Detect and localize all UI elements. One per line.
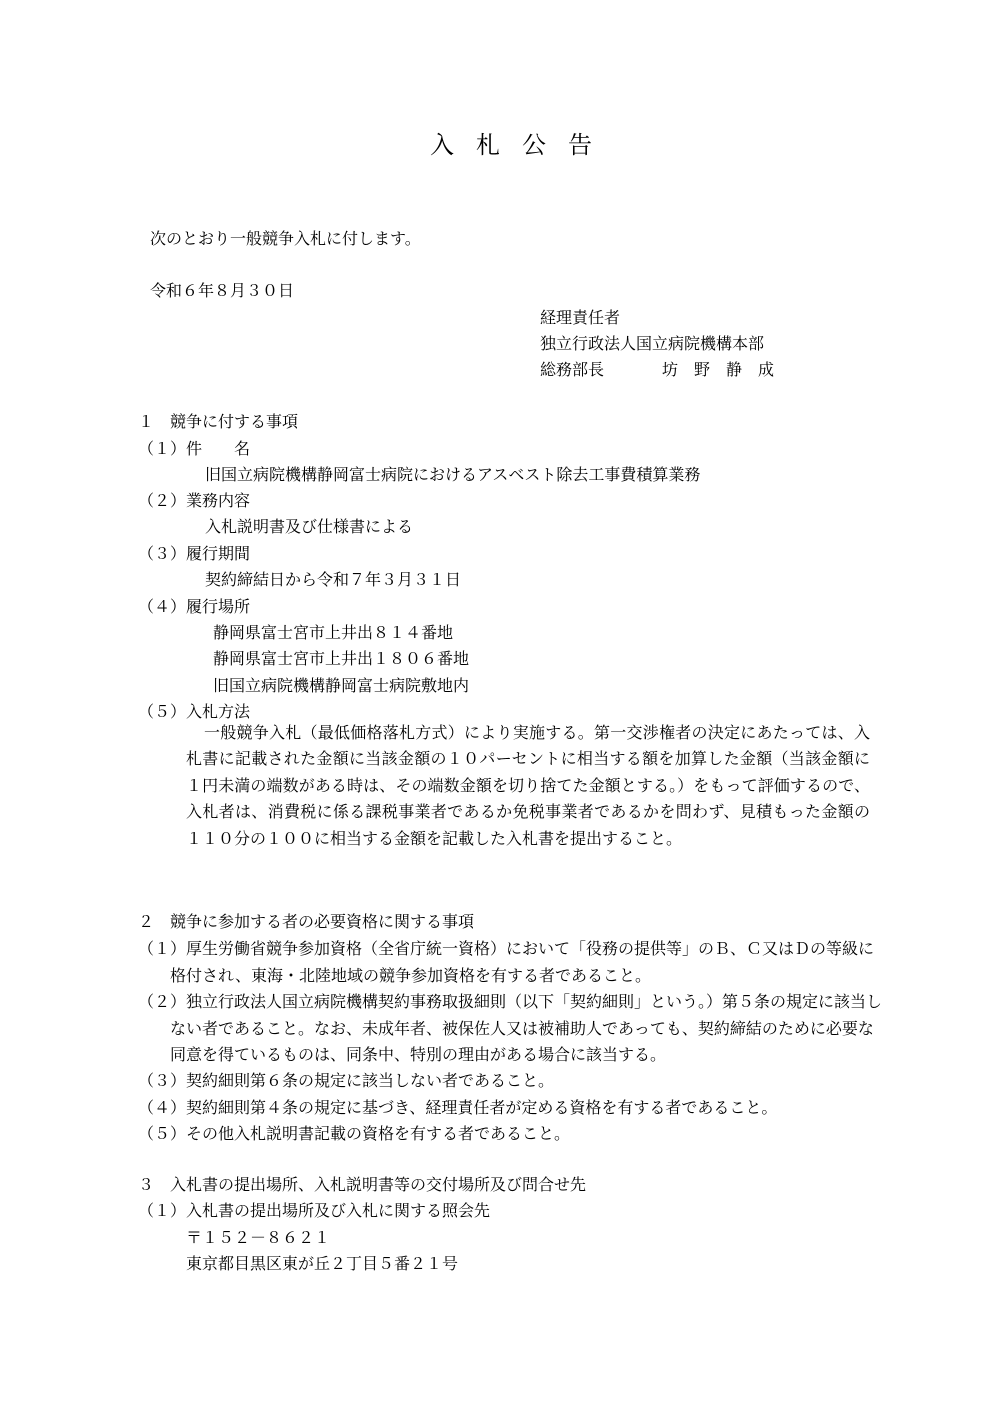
item-4-value-3: 旧国立病院機構静岡富士病院敷地内 <box>213 676 470 695</box>
postal-code: 〒１５２－８６２１ <box>186 1228 331 1247</box>
issuer-line-2: 独立行政法人国立病院機構本部 <box>540 334 765 353</box>
qualification-1: （１）厚生労働省競争参加資格（全省庁統一資格）において「役務の提供等」のＢ、Ｃ又はＤの等級に格付され、東海・北陸地域の競争参加資格を有する者であること。 <box>138 939 875 985</box>
item-5-text: 一般競争入札（最低価格落札方式）により実施する。第一交渉権者の決定にあたっては、入札書に記載された金額に当該金額の１０パーセントに相当する額を加算した金額（当該金額に１円未満の端数がある時は、その端数金額を切り捨てた金額とする。）をもって評価するので、入札者は、消費税に係る課税事業者であるか免税事業者であるかを問わず、見積もった金額の１１０分の１００に相当する金額を記載した入札書を提出すること。 <box>186 723 870 848</box>
item-3-value: 契約締結日から令和７年３月３１日 <box>205 570 462 589</box>
item-1-label: （１）件 名 <box>138 439 251 458</box>
notice-title: 入札公告 <box>430 131 614 159</box>
section-3-heading: ３ 入札書の提出場所、入札説明書等の交付場所及び問合せ先 <box>138 1175 587 1194</box>
qualification-3: （３）契約細則第６条の規定に該当しない者であること。 <box>138 1071 555 1090</box>
section-1-heading: １ 競争に付する事項 <box>138 412 299 431</box>
notice-date: 令和６年８月３０日 <box>150 281 295 300</box>
issuer-position: 総務部長 <box>540 360 605 379</box>
section-3-item-1-label: （１）入札書の提出場所及び入札に関する照会先 <box>138 1201 491 1220</box>
item-2-label: （２）業務内容 <box>138 491 251 510</box>
item-4-value-1: 静岡県富士宮市上井出８１４番地 <box>213 623 454 642</box>
intro-text: 次のとおり一般競争入札に付します。 <box>150 229 421 248</box>
issuer-line-1: 経理責任者 <box>540 308 621 327</box>
issuer-name: 坊 野 静 成 <box>662 360 775 379</box>
qualification-5: （５）その他入札説明書記載の資格を有する者であること。 <box>138 1124 571 1143</box>
item-1-value: 旧国立病院機構静岡富士病院におけるアスベスト除去工事費積算業務 <box>205 465 701 484</box>
section-2-heading: ２ 競争に参加する者の必要資格に関する事項 <box>138 912 475 931</box>
item-4-value-2: 静岡県富士宮市上井出１８０６番地 <box>213 649 470 668</box>
item-4-label: （４）履行場所 <box>138 597 251 616</box>
item-5-label: （５）入札方法 <box>138 702 251 721</box>
qualification-2: （２）独立行政法人国立病院機構契約事務取扱細則（以下「契約細則」という。）第５条の規定に該当しない者であること。なお、未成年者、被保佐人又は被補助人であっても、契約締結のために必要な同意を得ているものは、同条中、特別の理由がある場合に該当する。 <box>138 992 883 1064</box>
qualification-4: （４）契約細則第４条の規定に基づき、経理責任者が定める資格を有する者であること。 <box>138 1098 778 1117</box>
item-2-value: 入札説明書及び仕様書による <box>205 517 414 536</box>
item-3-label: （３）履行期間 <box>138 544 251 563</box>
address: 東京都目黒区東が丘２丁目５番２１号 <box>186 1254 459 1273</box>
